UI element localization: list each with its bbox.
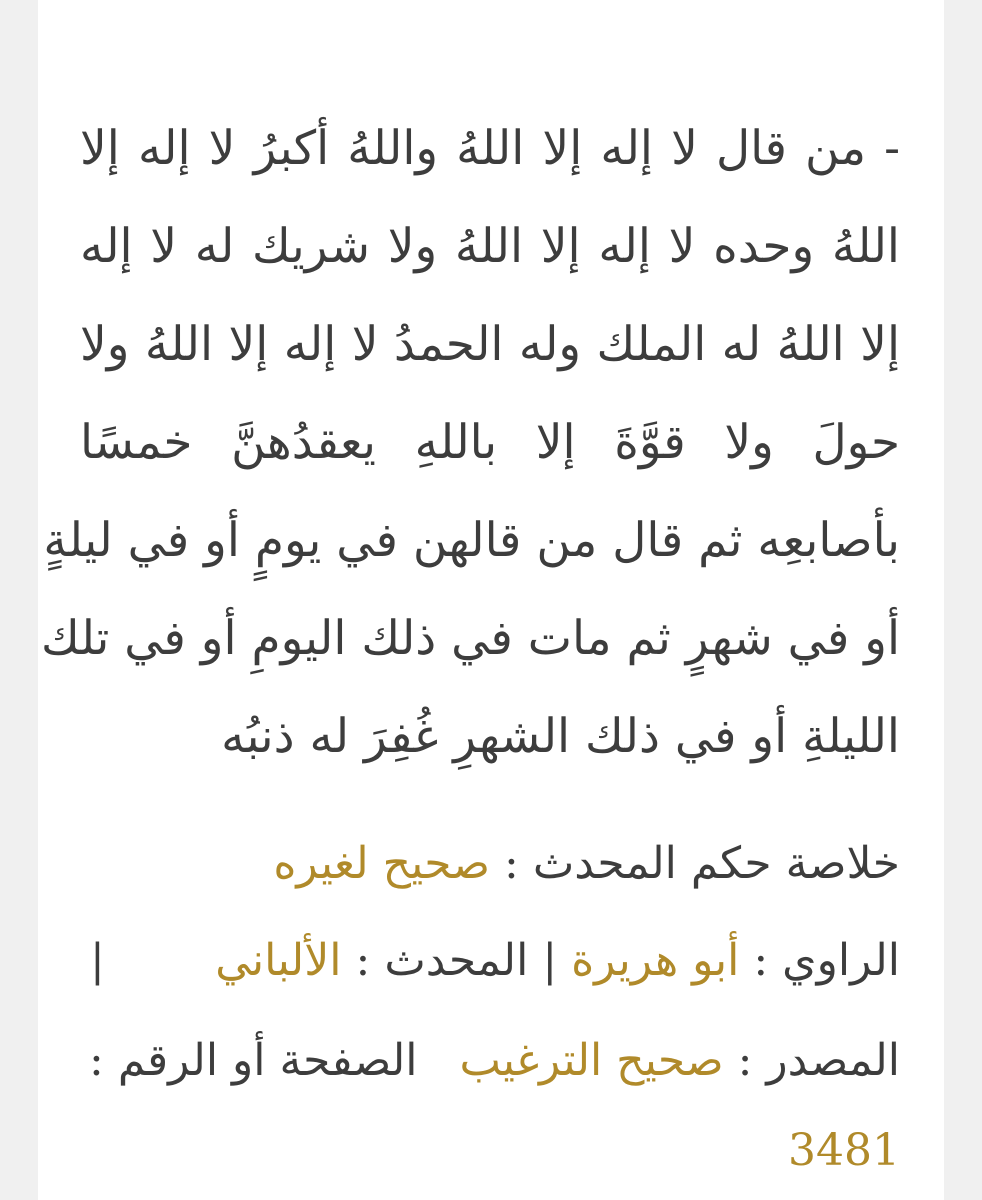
grade-value[interactable]: صحيح لغيره	[273, 838, 491, 889]
hadith-text	[41, 100, 900, 786]
hadith-line: الليلةِ أو في ذلك الشهرِ غُفِرَ له ذنبُه	[221, 709, 900, 764]
source-row	[80, 1035, 900, 1086]
separator: |	[528, 935, 572, 986]
hadith-line: أو في شهرٍ ثم مات في ذلك اليومِ أو في تلك	[41, 611, 900, 666]
narrator-value[interactable]: أبو هريرة	[571, 935, 740, 986]
trailing-separator: |	[90, 935, 105, 986]
hadith-line: بأصابعِه ثم قال من قالهن في يومٍ أو في ليلةٍ	[43, 513, 900, 568]
grade-row	[80, 838, 900, 889]
source-value[interactable]: صحيح الترغيب	[459, 1035, 724, 1086]
page-label: الصفحة أو الرقم :	[89, 1035, 418, 1086]
grade-label: خلاصة حكم المحدث :	[490, 838, 900, 889]
hadith-number: 3481	[788, 1125, 900, 1176]
hadith-line: - من قال لا إله إلا اللهُ واللهُ أكبرُ لا إله إلا	[80, 121, 900, 176]
hadith-line: إلا اللهُ له الملك وله الحمدُ لا إله إلا اللهُ ولا	[80, 317, 900, 372]
narrator-row	[80, 935, 900, 986]
source-label: المصدر :	[723, 1035, 900, 1086]
scholar-label: المحدث :	[341, 935, 529, 986]
hadith-line: حولَ ولا قوَّةَ إلا باللهِ يعقدُهنَّ خمسًا	[80, 415, 900, 470]
scholar-value[interactable]: الألباني	[215, 935, 342, 986]
narrator-label: الراوي :	[739, 935, 900, 986]
hadith-line: اللهُ وحده لا إله إلا اللهُ ولا شريك له لا إله	[80, 219, 900, 274]
